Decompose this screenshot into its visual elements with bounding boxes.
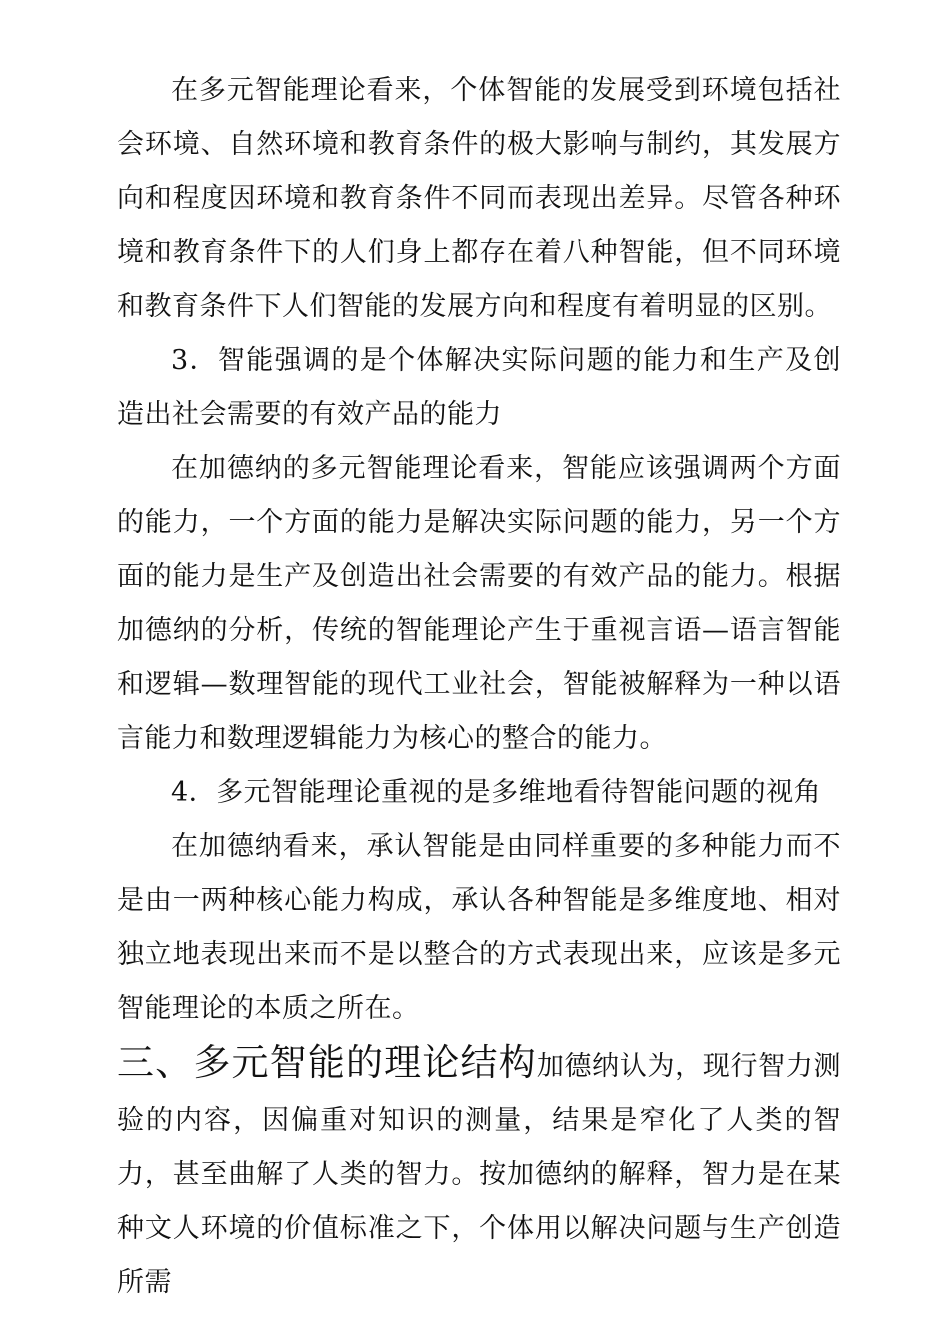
section-heading: 三、多元智能的理论结构 — [117, 1041, 537, 1084]
subheading-point-3: 3．智能强调的是个体解决实际问题的能力和生产及创造出社会需要的有效产品的能力 — [117, 345, 841, 430]
section-body-text: 加德纳认为，现行智力测验的内容，因偏重对知识的测量，结果是窄化了人类的智力，甚至曲解了人类的智力。按加德纳的解释，智力是在某种文人环境的价值标准之下，个体用以解决问题与生产创造所需 — [117, 1051, 842, 1298]
section-three-paragraph — [117, 1036, 841, 1310]
paragraph-two-abilities: 在加德纳的多元智能理论看来，智能应该强调两个方面的能力，一个方面的能力是解决实际问题的能力，另一个方面的能力是生产及创造出社会需要的有效产品的能力。根据加德纳的分析，传统的智能理论产生于重视言语—语言智能和逻辑—数理智能的现代工业社会，智能被解释为一种以语言能力和数理逻辑能力为核心的整合的能力。 — [117, 453, 841, 754]
paragraph-multidimensional-view: 在加德纳看来，承认智能是由同样重要的多种能力而不是由一两种核心能力构成，承认各种智能是多维度地、相对独立地表现出来而不是以整合的方式表现出来，应该是多元智能理论的本质之所在。 — [117, 831, 841, 1024]
document-body — [117, 64, 841, 1310]
paragraph-environment-influence: 在多元智能理论看来，个体智能的发展受到环境包括社会环境、自然环境和教育条件的极大影响与制约，其发展方向和程度因环境和教育条件不同而表现出差异。尽管各种环境和教育条件下的人们身上都存在着八种智能，但不同环境和教育条件下人们智能的发展方向和程度有着明显的区别。 — [117, 75, 841, 322]
subheading-point-4: 4．多元智能理论重视的是多维地看待智能问题的视角 — [171, 777, 822, 808]
